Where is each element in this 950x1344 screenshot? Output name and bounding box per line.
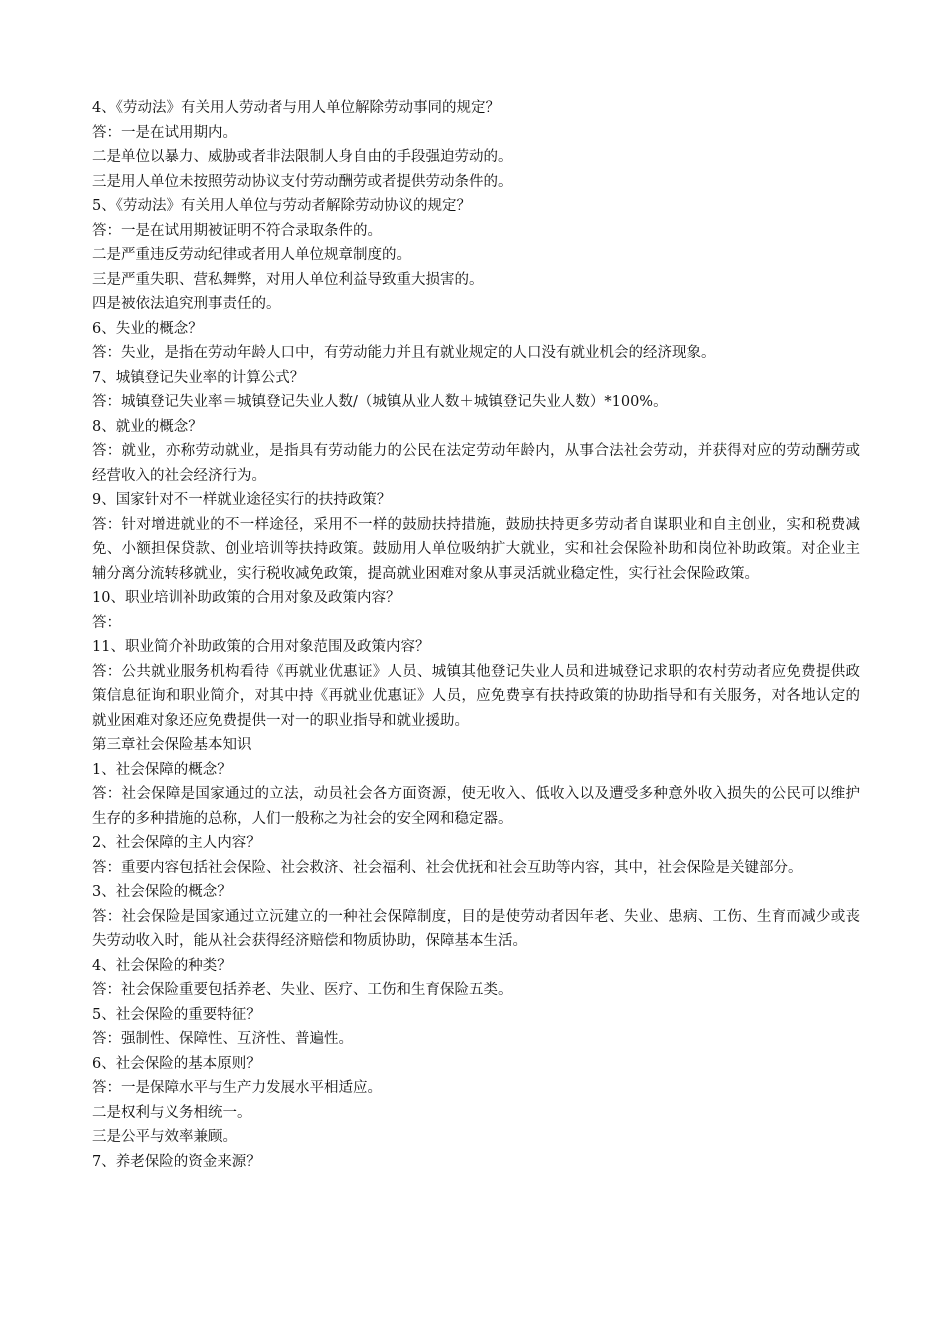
- question-heading: 4、社会保险的种类？: [92, 957, 232, 974]
- answer-paragraph: 答：就业，亦称劳动就业，是指具有劳动能力的公民在法定劳动年龄内，从事合法社会劳动，并获得对应的劳动酬劳或经营收入的社会经济行为。: [92, 443, 860, 484]
- answer-paragraph: 答：针对增进就业的不一样途径，采用不一样的鼓励扶持措施，鼓励扶持更多劳动者自谋职业和自主创业，实和税费减免、小额担保贷款、创业培训等扶持政策。鼓励用人单位吸纳扩大就业，实和社会保险补助和岗位补助政策。对企业主辅分离分流转移就业，实行税收减免政策，提高就业困难对象从事灵活就业稳定性，实行社会保险政策。: [92, 516, 860, 582]
- question-heading: 6、失业的概念？: [92, 320, 203, 337]
- answer-paragraph: 答：社会保障是国家通过的立法，动员社会各方面资源，使无收入、低收入以及遭受多种意外收入损失的公民可以维护生存的多种措施的总称，人们一般称之为社会的安全网和稳定器。: [92, 786, 860, 827]
- chapter-heading: 第三章社会保险基本知识: [92, 737, 252, 753]
- answer-text: 二是单位以暴力、威胁或者非法限制人身自由的手段强迫劳动的。: [92, 149, 513, 165]
- answer-text: 答：一是在试用期内。: [92, 124, 237, 141]
- question-heading: 9、国家针对不一样就业途径实行的扶持政策？: [92, 492, 392, 508]
- question-heading: 2、社会保障的主人内容？: [92, 835, 261, 851]
- answer-text: 答：社会保险重要包括养老、失业、医疗、工伤和生育保险五类。: [92, 982, 513, 998]
- question-heading: 11、职业简介补助政策的合用对象范围及政策内容？: [92, 639, 430, 655]
- question-heading: 3、社会保险的概念？: [92, 884, 232, 900]
- answer-text: 答：城镇登记失业率＝城镇登记失业人数/（城镇从业人数＋城镇登记失业人数）*100%。: [92, 394, 668, 410]
- answer-text: 三是严重失职、营私舞弊，对用人单位利益导致重大损害的。: [92, 271, 484, 288]
- answer-text: 四是被依法追究刑事责任的。: [92, 296, 281, 312]
- question-heading: 5、《劳动法》有关用人单位与劳动者解除劳动协议的规定？: [92, 198, 471, 214]
- question-heading: 5、社会保险的重要特征？: [92, 1006, 261, 1023]
- answer-text: 二是权利与义务相统一。: [92, 1104, 252, 1121]
- document-page: [92, 96, 860, 1174]
- question-heading: 8、就业的概念？: [92, 418, 203, 435]
- answer-text: 二是严重违反劳动纪律或者用人单位规章制度的。: [92, 247, 411, 263]
- question-heading: 10、职业培训补助政策的合用对象及政策内容？: [92, 590, 401, 606]
- question-heading: 1、社会保障的概念？: [92, 761, 232, 778]
- question-heading: 6、社会保险的基本原则？: [92, 1055, 261, 1072]
- answer-paragraph: 答：公共就业服务机构看待《再就业优惠证》人员、城镇其他登记失业人员和进城登记求职的农村劳动者应免费提供政策信息征询和职业简介，对其中持《再就业优惠证》人员，应免费享有扶持政策的协助指导和有关服务，对各地认定的就业困难对象还应免费提供一对一的职业指导和就业援助。: [92, 663, 860, 729]
- answer-text: 答：一是在试用期被证明不符合录取条件的。: [92, 222, 382, 239]
- question-heading: 7、养老保险的资金来源？: [92, 1153, 261, 1170]
- answer-text: 答：失业，是指在劳动年龄人口中，有劳动能力并且有就业规定的人口没有就业机会的经济现象。: [92, 345, 716, 361]
- question-heading: 7、城镇登记失业率的计算公式？: [92, 369, 305, 386]
- answer-text: 答：: [92, 614, 121, 631]
- answer-text: 答：一是保障水平与生产力发展水平相适应。: [92, 1080, 382, 1096]
- answer-text: 答：强制性、保障性、互济性、普遍性。: [92, 1031, 353, 1047]
- answer-text: 三是用人单位未按照劳动协议支付劳动酬劳或者提供劳动条件的。: [92, 173, 513, 190]
- answer-paragraph: 答：社会保险是国家通过立沅建立的一种社会保障制度，目的是使劳动者因年老、失业、患病、工伤、生育而减少或丧失劳动收入时，能从社会获得经济赔偿和物质协助，保障基本生活。: [92, 908, 860, 949]
- answer-text: 三是公平与效率兼顾。: [92, 1129, 237, 1145]
- answer-paragraph: 答：重要内容包括社会保险、社会救济、社会福利、社会优抚和社会互助等内容，其中，社会保险是关键部分。: [92, 859, 803, 876]
- question-heading: 4、《劳动法》有关用人劳动者与用人单位解除劳动事同的规定？: [92, 100, 500, 116]
